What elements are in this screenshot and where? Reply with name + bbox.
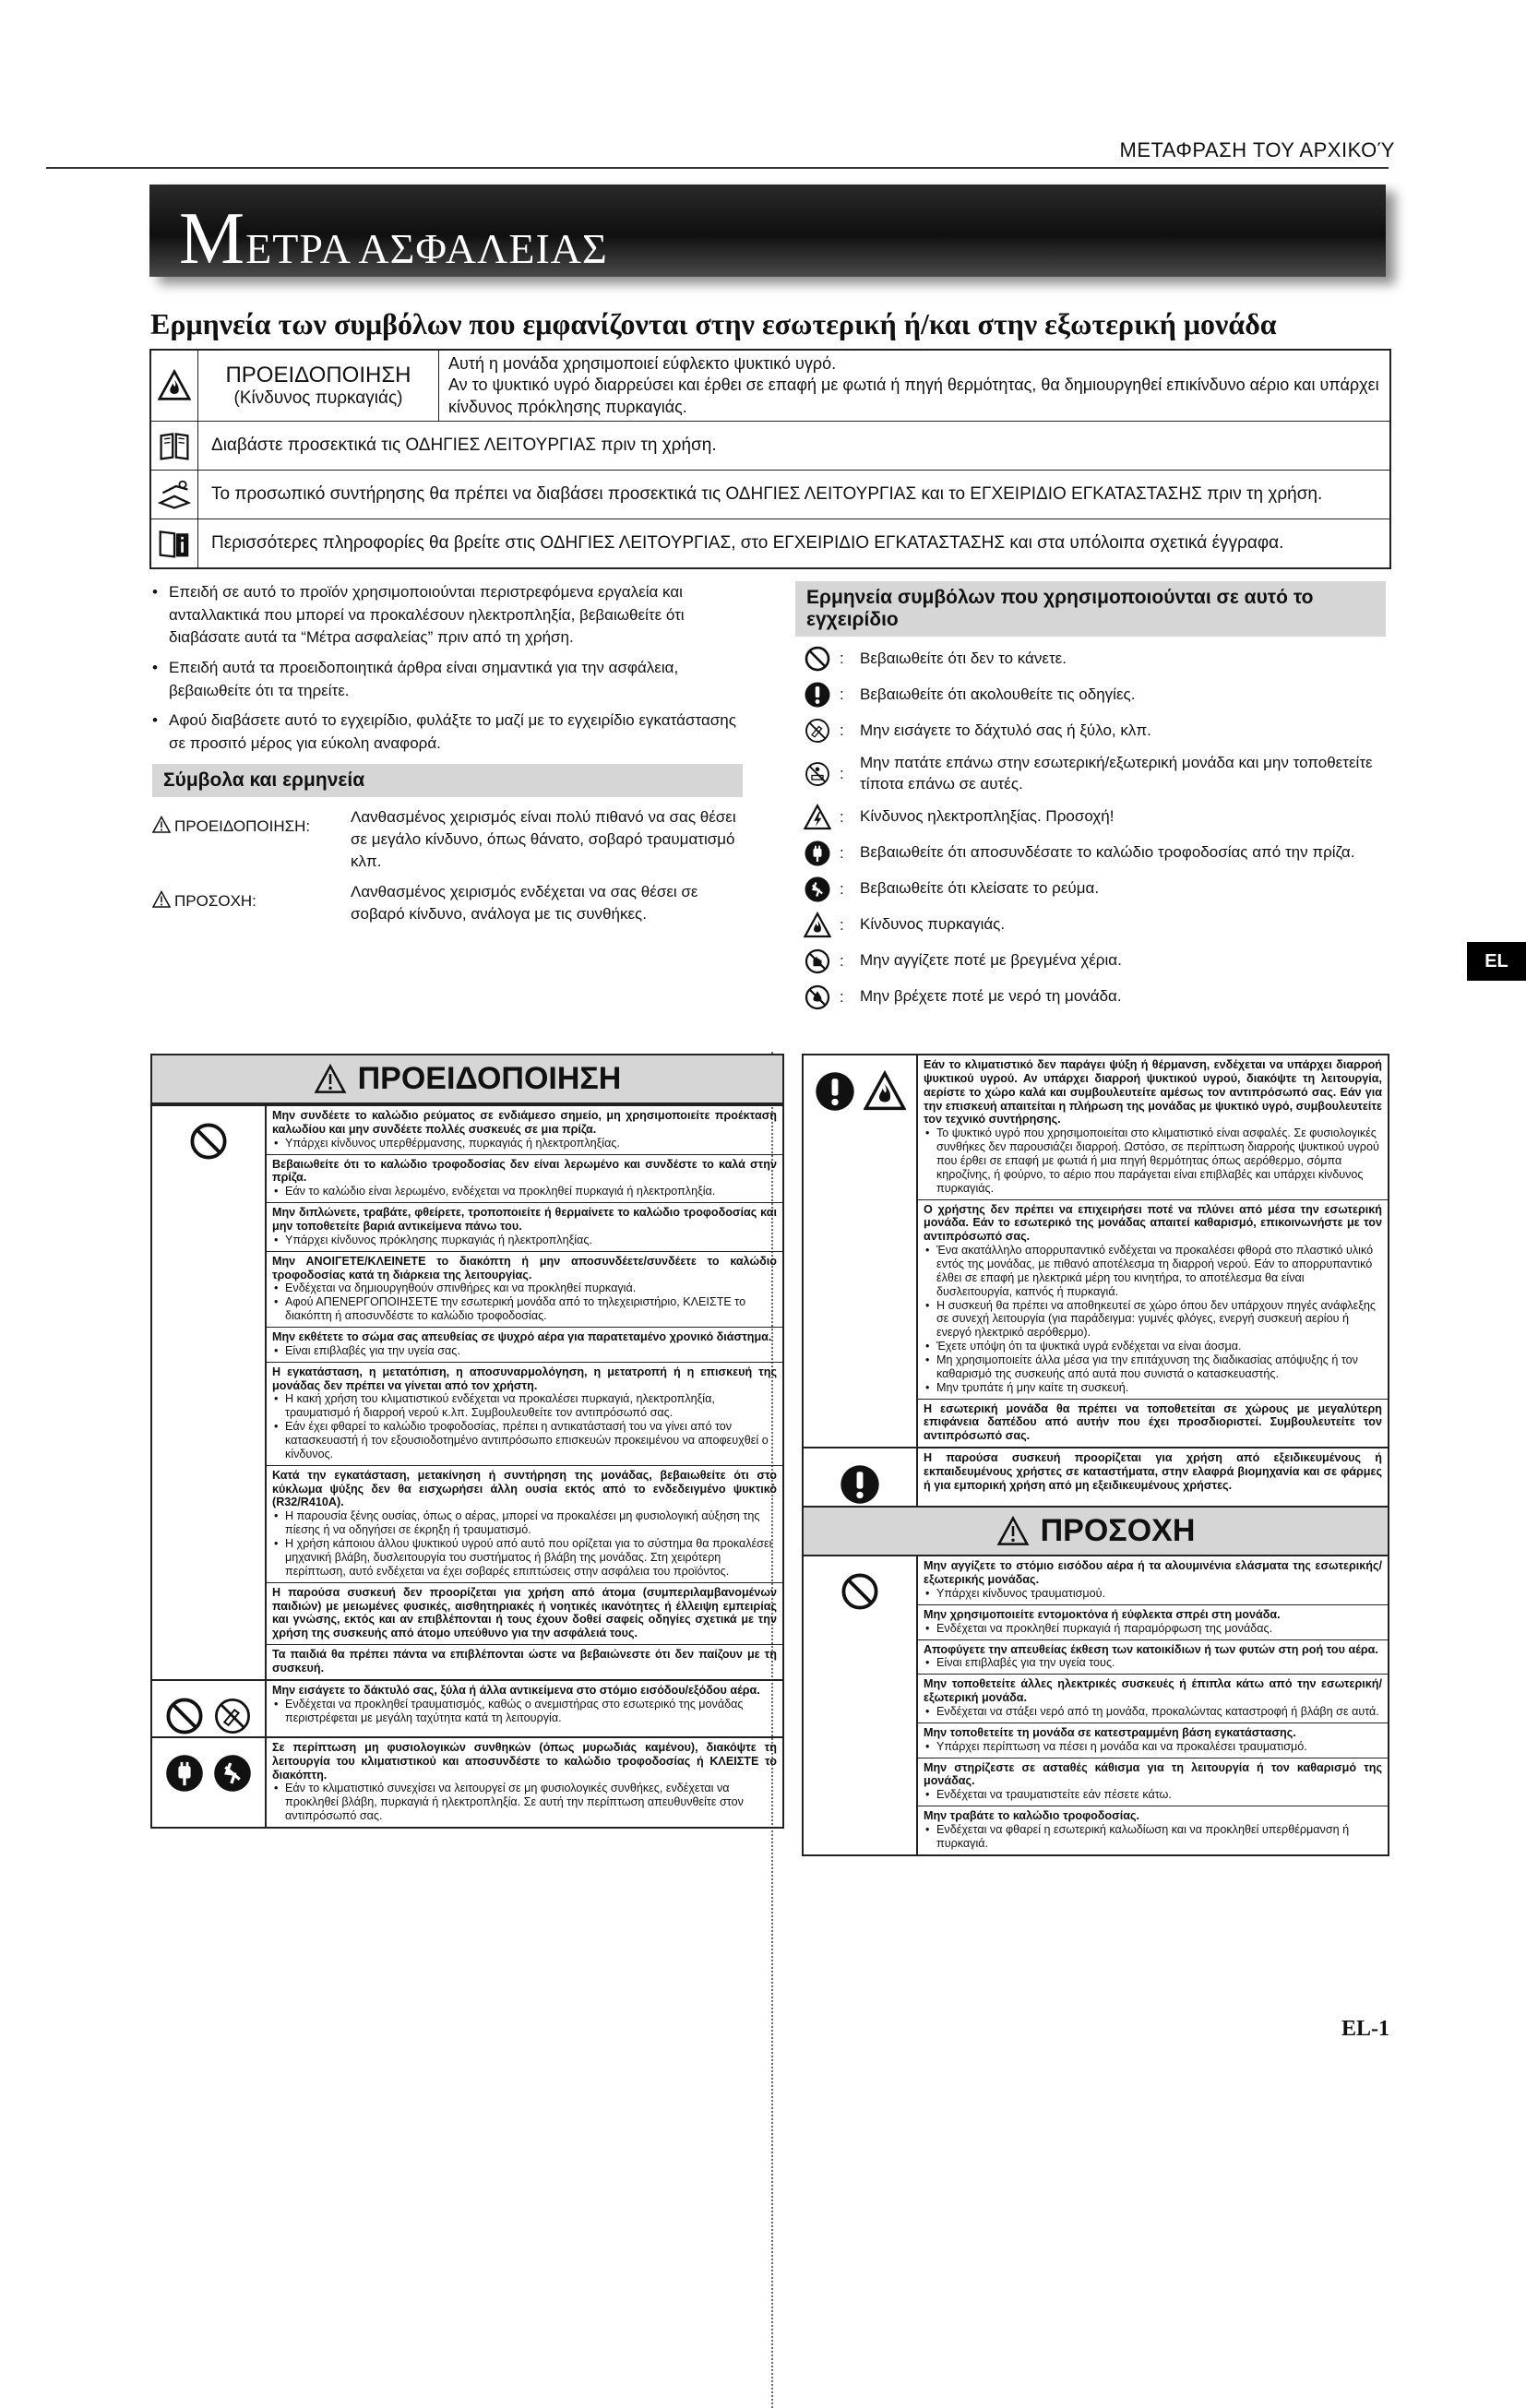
safety-item-heading: Η εσωτερική μονάδα θα πρέπει να τοποθετείται σε χώρους με μεγαλύτερη επιφάνεια δαπέδου από αυτήν που έχει προσδιοριστεί. Συμβουλευτείτε τον αντιπρόσωπό σας. bbox=[924, 1401, 1382, 1443]
warning-definition: ΠΡΟΕΙΔΟΠΟΙΗΣΗ: Λανθασμένος χειρισμός είναι πολύ πιθανό να σας θέσει σε μεγάλο κίνδυνο, όπως θάνατο, σοβαρό τραυματισμό κλπ. bbox=[152, 806, 743, 872]
warning-items bbox=[267, 1106, 782, 1679]
safety-item-note: • Είναι επιβλαβές για την υγεία τους. bbox=[924, 1656, 1382, 1670]
manual-symbols-title: Ερμηνεία συμβόλων που χρησιμοποιούνται σε αυτό το εγχειρίδιο bbox=[795, 581, 1386, 637]
no-water-icon bbox=[795, 983, 840, 1011]
safety-item bbox=[267, 1362, 782, 1465]
safety-item-note: • Η χρήση κάποιου άλλου ψυκτικού υγρού από αυτό που ορίζεται για το σύστημα θα προκαλέσει μηχανική βλάβη, δυσλειτουργία του συστήματος ή βλάβη της μονάδας. Στη χειρότερη περίπτωση, αυτό ενδέχεται να έχει σοβαρές επιπτώσεις στην ασφάλεια του προϊόντος. bbox=[272, 1537, 777, 1579]
translation-note: ΜΕΤΑΦΡΑΣΗ ΤΟΥ ΑΡΧΙΚΟΎ bbox=[1119, 138, 1395, 161]
fire-hazard-icon bbox=[864, 1070, 906, 1113]
bullet-item: • Επειδή αυτά τα προειδοποιητικά άρθρα είναι σημαντικά για την ασφάλεια, βεβαιωθείτε ότι τα τηρείτε. bbox=[152, 657, 743, 702]
bullet-item: • Αφού διαβάσετε αυτό το εγχειρίδιο, φυλάξτε το μαζί με το εγχειρίδιο εγκατάστασης σε προσιτό μέρος για εύκολη αναφορά. bbox=[152, 709, 743, 755]
safety-item bbox=[267, 1465, 782, 1582]
warning-box bbox=[150, 1054, 784, 1829]
safety-item-note: • Η κακή χρήση του κλιματιστικού ενδέχεται να προκαλέσει πυρκαγιά, ηλεκτροπληξία, τραυματισμό ή διαρροή νερού κ.λπ. Συμβουλευθείτε τον αντιπρόσωπό σας. bbox=[272, 1392, 777, 1420]
safety-item-note: • Ενδέχεται να προκληθεί τραυματισμός, καθώς ο ανεμιστήρας στο εσωτερικό της μονάδας περιστρέφεται με μεγάλη ταχύτητα κατά τη λειτουργία. bbox=[272, 1698, 777, 1725]
warning-heading: ΠΡΟΕΙΔΟΠΟΙΗΣΗ (Κίνδυνος πυρκαγιάς) bbox=[198, 351, 439, 421]
safety-item-note: • Ενδέχεται να δημιουργηθούν σπινθήρες και να προκληθεί πυρκαγιά. bbox=[272, 1281, 777, 1295]
safety-item bbox=[267, 1582, 782, 1644]
prohibited-icon bbox=[188, 1121, 229, 1162]
manual-symbol-row: : Μην αγγίζετε ποτέ με βρεγμένα χέρια. bbox=[795, 948, 1386, 975]
safety-item-heading: Σε περίπτωση μη φυσιολογικών συνθηκών (όπως μυρωδιάς καμένου), διακόψτε τη λειτουργία του κλιματιστικού και αποσυνδέστε το καλώδιο τροφοδοσίας ή ΚΛΕΙΣΤΕ το διακόπτη. bbox=[272, 1740, 777, 1782]
safety-item bbox=[918, 1674, 1388, 1723]
safety-item bbox=[918, 1806, 1388, 1854]
caution-definition: ΠΡΟΣΟΧΗ: Λανθασμένος χειρισμός ενδέχεται να σας θέσει σε σοβαρό κίνδυνο, ανάλογα με τις συνθήκες. bbox=[152, 881, 743, 925]
safety-item-heading: Μην διπλώνετε, τραβάτε, φθείρετε, τροποποιείτε ή θερμαίνετε το καλώδιο τροφοδοσίας και μην τοποθετείτε βαριά αντικείμενα πάνω του. bbox=[272, 1206, 777, 1234]
safety-item bbox=[918, 1199, 1388, 1399]
safety-item bbox=[918, 1639, 1388, 1675]
unit-symbols-table bbox=[149, 349, 1391, 569]
safety-item bbox=[267, 1681, 782, 1729]
info-icon bbox=[151, 519, 198, 567]
safety-item-heading: Μην τραβάτε το καλώδιο τροφοδοσίας. bbox=[924, 1809, 1140, 1823]
caution-items bbox=[918, 1556, 1388, 1854]
warning-description: Αυτή η μονάδα χρησιμοποιεί εύφλεκτο ψυκτικό υγρό. Αν το ψυκτικό υγρό διαρρεύσει και έρθει σε επαφή με φωτιά ή πηγή θερμότητας, θα δημιουργηθεί επικίνδυνο αέριο και υπάρχει κίνδυνος πρόκλησης πυρκαγιάς. bbox=[448, 353, 1379, 416]
safety-item-heading: Τα παιδιά θα πρέπει πάντα να επιβλέπονται ώστε να βεβαιώνεστε ότι δεν παίζουν με τη συσκευή. bbox=[272, 1648, 777, 1675]
manual-symbol-row: : Βεβαιωθείτε ότι ακολουθείτε τις οδηγίες. bbox=[795, 681, 1386, 709]
signal-words-section bbox=[152, 764, 743, 925]
safety-item-heading: Μην εκθέτετε το σώμα σας απευθείας σε ψυχρό αέρα για παρατεταμένο χρονικό διάστημα. bbox=[272, 1330, 772, 1344]
manual-symbol-row: : Βεβαιωθείτε ότι αποσυνδέσατε το καλώδιο τροφοδοσίας από την πρίζα. bbox=[795, 840, 1386, 867]
fire-warning-row bbox=[151, 351, 1389, 421]
safety-item-note: • Εάν το καλώδιο είναι λερωμένο, ενδέχεται να προκληθεί πυρκαγιά ή ηλεκτροπληξία. bbox=[272, 1185, 777, 1198]
symbols-subheading: Ερμηνεία των συμβόλων που εμφανίζονται στην εσωτερική ή/και στην εξωτερική μονάδα bbox=[150, 307, 1277, 340]
service-row: Το προσωπικό συντήρησης θα πρέπει να διαβάσει προσεκτικά τις ΟΔΗΓΙΕΣ ΛΕΙΤΟΥΡΓΙΑΣ και το ΕΓΧΕΙΡΙΔΙΟ ΕΓΚΑΤΑΣΤΑΣΗΣ πριν τη χρήση. bbox=[151, 470, 1389, 519]
fire-hazard-icon bbox=[151, 351, 198, 421]
safety-item-note: • Ένα ακατάλληλο απορρυπαντικό ενδέχεται να προκαλέσει φθορά στο πλαστικό υλικό εντός της μονάδας, με πιθανό αποτέλεσμα τη διαρροή νερού. Εάν το απορρυπαντικό έλθει σε επαφή με ηλεκτρικά μέρη του κινητήρα, το αποτέλεσμα θα είναι δυσλειτουργία, καπνός ή πυρκαγιά. bbox=[924, 1244, 1382, 1298]
warning-items bbox=[267, 1738, 782, 1827]
safety-item bbox=[267, 1251, 782, 1327]
safety-item-heading: Ο χρήστης δεν πρέπει να επιχειρήσει ποτέ να πλύνει από μέσα την εσωτερική μονάδα. Εάν το εσωτερικό της μονάδας απαιτεί καθαρισμό, επικοινωνήστε με τον αντιπρόσωπό σας. bbox=[924, 1202, 1382, 1244]
safety-item-heading: Μην τοποθετείτε άλλες ηλεκτρικές συσκευές ή έπιπλα κάτω από την εσωτερική/εξωτερική μονάδα. bbox=[924, 1677, 1382, 1705]
safety-item-heading: Κατά την εγκατάσταση, μετακίνηση ή συντήρηση της μονάδας, βεβαιωθείτε ότι στο κύκλωμα ψύξης δεν θα εισχωρήσει άλλη ουσία εκτός από το ενδεδειγμένο ψυκτικό (R32/R410A). bbox=[272, 1468, 777, 1509]
safety-item bbox=[267, 1106, 782, 1154]
caution-group bbox=[804, 1556, 1388, 1854]
safety-item bbox=[918, 1556, 1388, 1604]
no-finger-icon bbox=[795, 717, 840, 745]
prohibited-icon bbox=[164, 1696, 205, 1736]
safety-item-note: • Ενδέχεται να τραυματιστείτε εάν πέσετε κάτω. bbox=[924, 1788, 1382, 1802]
warning-group bbox=[152, 1679, 782, 1736]
safety-item-note: • Έχετε υπόψη ότι τα ψυκτικά υγρά ενδέχεται να είναι άοσμα. bbox=[924, 1340, 1382, 1353]
safety-item-note: • Το ψυκτικό υγρό που χρησιμοποιείται στο κλιματιστικό είναι ασφαλές. Σε φυσιολογικές συνθήκες δεν παρουσιάζει διαρροή. Ωστόσο, σε περίπτωση διαρροής ψυκτικού υγρού που έρθει σε επαφή με φωτιά ή μια πηγή θερμότητας όπως αερόθερμο, σόμπα κηροζίνης, ή φούρνο, το αέριο που παράγεται είναι επιβλαβές και υπάρχει κίνδυνος πυρκαγιάς. bbox=[924, 1127, 1382, 1195]
safety-item-note: • Εάν το κλιματιστικό συνεχίσει να λειτουργεί σε μη φυσιολογικές συνθήκες, ενδέχεται να προκληθεί βλάβη, πυρκαγιά ή ηλεκτροπληξία. Σε αυτή την περίπτωση απευθυνθείτε στον αντιπρόσωπό σας. bbox=[272, 1782, 777, 1823]
bullet-item: • Επειδή σε αυτό το προϊόν χρησιμοποιούνται περιστρεφόμενα εργαλεία και ανταλλακτικά που μπορεί να προκαλέσουν ηλεκτροπληξία, βεβαιωθείτε ότι διαβάσατε αυτά τα “Μέτρα ασφαλείας” πριν από τη χρήση. bbox=[152, 581, 743, 650]
safety-item bbox=[267, 1738, 782, 1827]
caution-triangle-icon bbox=[152, 890, 171, 909]
prohibited-icon bbox=[795, 645, 840, 673]
safety-item bbox=[267, 1327, 782, 1362]
safety-item bbox=[918, 1604, 1388, 1639]
safety-item-heading: Μην τοποθετείτε τη μονάδα σε κατεστραμμένη βάση εγκατάστασης. bbox=[924, 1725, 1296, 1739]
safety-item bbox=[918, 1758, 1388, 1806]
safety-item-heading: Μην χρησιμοποιείτε εντομοκτόνα ή εύφλεκτα σπρέι στη μονάδα. bbox=[924, 1607, 1281, 1621]
safety-item-heading: Εάν το κλιματιστικό δεν παράγει ψύξη ή θέρμανση, ενδέχεται να υπάρχει διαρροή ψυκτικού υγρού. Αν υπάρχει διαρροή ψυκτικού υγρού, διακόψτε τη λειτουργία, αερίστε το χώρο καλά και συμβουλευτείτε αμέσως τον αντιπρόσωπό σας. Εάν για την επισκευή απαιτείται η πλήρωση της μονάδας με ψυκτικό υγρό, συμβουλευτείτε τον τεχνικό συντήρησης. bbox=[924, 1058, 1382, 1127]
safety-item-heading: Η εγκατάσταση, η μετατόπιση, η αποσυναρμολόγηση, η μετατροπή ή η επισκευή της μονάδας δεν πρέπει να γίνεται από τον χρήστη. bbox=[272, 1365, 777, 1392]
info-row: Περισσότερες πληροφορίες θα βρείτε στις ΟΔΗΓΙΕΣ ΛΕΙΤΟΥΡΓΙΑΣ, στο ΕΓΧΕΙΡΙΔΙΟ ΕΓΚΑΤΑΣΤΑΣΗΣ και στα υπόλοιπα σχετικά έγγραφα. bbox=[151, 519, 1389, 567]
manual-symbol-row: : Μην βρέχετε ποτέ με νερό τη μονάδα. bbox=[795, 983, 1386, 1011]
warning-box-header: ΠΡΟΕΙΔΟΠΟΙΗΣΗ bbox=[152, 1055, 782, 1104]
power-off-icon bbox=[212, 1753, 253, 1794]
safety-item-note: • Είναι επιβλαβές για την υγεία σας. bbox=[272, 1344, 777, 1358]
safety-item-heading: Μην συνδέετε το καλώδιο ρεύματος σε ενδιάμεσο σημείο, μη χρησιμοποιείτε προέκταση καλωδίου και μην συνδέετε πολλές συσκευές σε μια πρίζα. bbox=[272, 1109, 777, 1136]
warning-triangle-icon bbox=[152, 816, 171, 834]
header-rule bbox=[46, 167, 1389, 169]
warning-group bbox=[152, 1104, 782, 1679]
safety-item-heading: Η παρούσα συσκευή δεν προορίζεται για χρήση από άτομα (συμπεριλαμβανομένων παιδιών) με μειωμένες φυσικές, αισθητηριακές ή νοητικές ικανότητες ή έλλειψη εμπειρίας και γνώσης, εκτός και αν επιβλέπονται ή τους έχουν δοθεί σαφείς οδηγίες σχετικά με την χρήση της συσκευής από άτομο υπεύθυνο για την ασφάλειά τους. bbox=[272, 1585, 777, 1640]
mandatory-icon bbox=[795, 681, 840, 709]
electric-shock-icon bbox=[795, 804, 840, 831]
manual-symbol-row: : Κίνδυνος ηλεκτροπληξίας. Προσοχή! bbox=[795, 804, 1386, 831]
safety-item-note: • Ενδέχεται να φθαρεί η εσωτερική καλωδίωση και να προκληθεί υπερθέρμανση ή πυρκαγιά. bbox=[924, 1823, 1382, 1851]
right-warning-box bbox=[802, 1054, 1389, 1856]
prohibited-icon bbox=[840, 1571, 880, 1612]
safety-item-heading: Αποφύγετε την απευθείας έκθεση των κατοικίδιων ή των φυτών στη ροή του αέρα. bbox=[924, 1642, 1378, 1656]
caution-triangle-icon bbox=[996, 1516, 1030, 1547]
safety-item-heading: Μην ΑΝΟΙΓΕΤΕ/ΚΛΕΙΝΕΤΕ το διακόπτη ή μην αποσυνδέετε/συνδέετε το καλώδιο τροφοδοσίας κατά τη διάρκεια της λειτουργίας. bbox=[272, 1254, 777, 1281]
safety-item-note: • Ενδέχεται να στάξει νερό από τη μονάδα, προκαλώντας καταστροφή ή βλάβη σε αυτά. bbox=[924, 1705, 1382, 1719]
safety-item bbox=[918, 1723, 1388, 1758]
mandatory-icon bbox=[814, 1070, 856, 1113]
warning-group bbox=[152, 1736, 782, 1827]
safety-item-heading: Η παρούσα συσκευή προορίζεται για χρήση από εξειδικευμένους ή εκπαιδευμένους χρήστες σε καταστήματα, στην ελαφρά βιομηχανία και σε φάρμες ή για εμπορική χρήση από μη εξειδικευμένους χρήστες. bbox=[924, 1451, 1382, 1492]
power-off-icon bbox=[795, 876, 840, 903]
warning-group bbox=[804, 1055, 1388, 1447]
service-manual-icon bbox=[151, 471, 198, 519]
manual-symbol-row: : Βεβαιωθείτε ότι κλείσατε το ρεύμα. bbox=[795, 876, 1386, 903]
safety-item-note: • Μην τρυπάτε ή μην καίτε τη συσκευή. bbox=[924, 1381, 1382, 1395]
page-title: ΜΕΤΡΑ ΑΣΦΑΛΕΙΑΣ bbox=[179, 198, 608, 280]
safety-item-note: • Αφού ΑΠΕΝΕΡΓΟΠΟΙΗΣΕΤΕ την εσωτερική μονάδα από το τηλεχειριστήριο, ΚΛΕΙΣΤΕ το διακόπτη ή αποσυνδέστε το καλώδιο τροφοδοσίας. bbox=[272, 1295, 777, 1323]
warning-items bbox=[918, 1448, 1388, 1506]
warning-items bbox=[267, 1681, 782, 1736]
intro-bullets bbox=[152, 581, 743, 762]
unplug-icon bbox=[164, 1753, 205, 1794]
manual-symbols-section bbox=[795, 581, 1386, 1011]
safety-item bbox=[918, 1448, 1388, 1496]
warning-items bbox=[918, 1055, 1388, 1447]
unplug-icon bbox=[795, 840, 840, 867]
safety-item bbox=[267, 1202, 782, 1251]
read-manual-row: Διαβάστε προσεκτικά τις ΟΔΗΓΙΕΣ ΛΕΙΤΟΥΡΓΙΑΣ πριν τη χρήση. bbox=[151, 421, 1389, 470]
manual-symbol-row: : Βεβαιωθείτε ότι δεν το κάνετε. bbox=[795, 645, 1386, 673]
safety-item-note: • Εάν έχει φθαρεί το καλώδιο τροφοδοσίας, πρέπει η αντικατάστασή του να γίνει από τον κατασκευαστή ή τον εξουσιοδοτημένο αντιπρόσωπο επισκευών προκειμένου να αποφευχθεί ο κίνδυνος. bbox=[272, 1420, 777, 1461]
manual-symbol-row: : Μην πατάτε επάνω στην εσωτερική/εξωτερική μονάδα και μην τοποθετείτε τίποτα επάνω σε αυτές. bbox=[795, 753, 1386, 795]
safety-item bbox=[918, 1055, 1388, 1199]
manual-symbol-row: : Μην εισάγετε το δάχτυλό σας ή ξύλο, κλπ. bbox=[795, 717, 1386, 745]
safety-item bbox=[267, 1154, 782, 1203]
safety-item-note: • Υπάρχει περίπτωση να πέσει η μονάδα και να προκαλέσει τραυματισμό. bbox=[924, 1740, 1382, 1754]
safety-item-note: • Η συσκευή θα πρέπει να αποθηκευτεί σε χώρο όπου δεν υπάρχουν πηγές ανάφλεξης σε συνεχή λειτουργία (για παράδειγμα: γυμνές φλόγες, ενεργή συσκευή αερίου ή ενεργό ηλεκτρικό αερόθερμο). bbox=[924, 1299, 1382, 1341]
safety-item-note: • Υπάρχει κίνδυνος τραυματισμού. bbox=[924, 1587, 1382, 1601]
safety-item-note: • Υπάρχει κίνδυνος υπερθέρμανσης, πυρκαγιάς ή ηλεκτροπληξίας. bbox=[272, 1137, 777, 1150]
safety-item-heading: Μην αγγίζετε το στόμιο εισόδου αέρα ή τα αλουμινένια ελάσματα της εσωτερικής/εξωτερικής μονάδας. bbox=[924, 1559, 1382, 1587]
book-icon bbox=[151, 422, 198, 470]
signal-words-title: Σύμβολα και ερμηνεία bbox=[152, 764, 743, 797]
page-number: EL-1 bbox=[1341, 2017, 1389, 2041]
safety-item-heading: Βεβαιωθείτε ότι το καλώδιο τροφοδοσίας δεν είναι λερωμένο και συνδέστε το καλά στην πρίζα. bbox=[272, 1157, 777, 1185]
safety-item-note: • Μη χρησιμοποιείτε άλλα μέσα για την επιτάχυνση της διαδικασίας απόψυξης ή τον καθαρισμό της συσκευής από αυτά που συνιστά ο κατασκευαστής. bbox=[924, 1353, 1382, 1381]
fire-hazard-icon bbox=[795, 912, 840, 939]
warning-group bbox=[804, 1447, 1388, 1506]
language-tab: EL bbox=[1467, 942, 1526, 981]
no-wet-hands-icon bbox=[795, 948, 840, 975]
safety-item-note: • Ενδέχεται να προκληθεί πυρκαγιά ή παραμόρφωση της μονάδας. bbox=[924, 1622, 1382, 1636]
safety-item-note: • Υπάρχει κίνδυνος πρόκλησης πυρκαγιάς ή ηλεκτροπληξίας. bbox=[272, 1234, 777, 1247]
safety-item bbox=[918, 1399, 1388, 1448]
mandatory-icon bbox=[839, 1463, 881, 1506]
safety-item bbox=[267, 1644, 782, 1679]
no-finger-icon bbox=[212, 1696, 253, 1736]
safety-item-heading: Μην εισάγετε το δάκτυλό σας, ξύλα ή άλλα αντικείμενα στο στόμιο εισόδου/εξόδου αέρα. bbox=[272, 1683, 760, 1697]
safety-item-heading: Μην στηρίζεστε σε ασταθές κάθισμα για τη λειτουργία ή τον καθαρισμό της μονάδας. bbox=[924, 1760, 1382, 1788]
title-banner bbox=[149, 185, 1386, 280]
caution-box-header: ΠΡΟΣΟΧΗ bbox=[804, 1506, 1388, 1556]
manual-symbol-row: : Κίνδυνος πυρκαγιάς. bbox=[795, 912, 1386, 939]
safety-item-note: • Η παρουσία ξένης ουσίας, όπως ο αέρας, μπορεί να προκαλέσει μη φυσιολογική αύξηση της πίεσης ή να οδηγήσει σε έκρηξη ή τραυματισμό. bbox=[272, 1509, 777, 1537]
no-step-icon bbox=[795, 760, 840, 788]
warning-triangle-icon bbox=[314, 1064, 347, 1095]
